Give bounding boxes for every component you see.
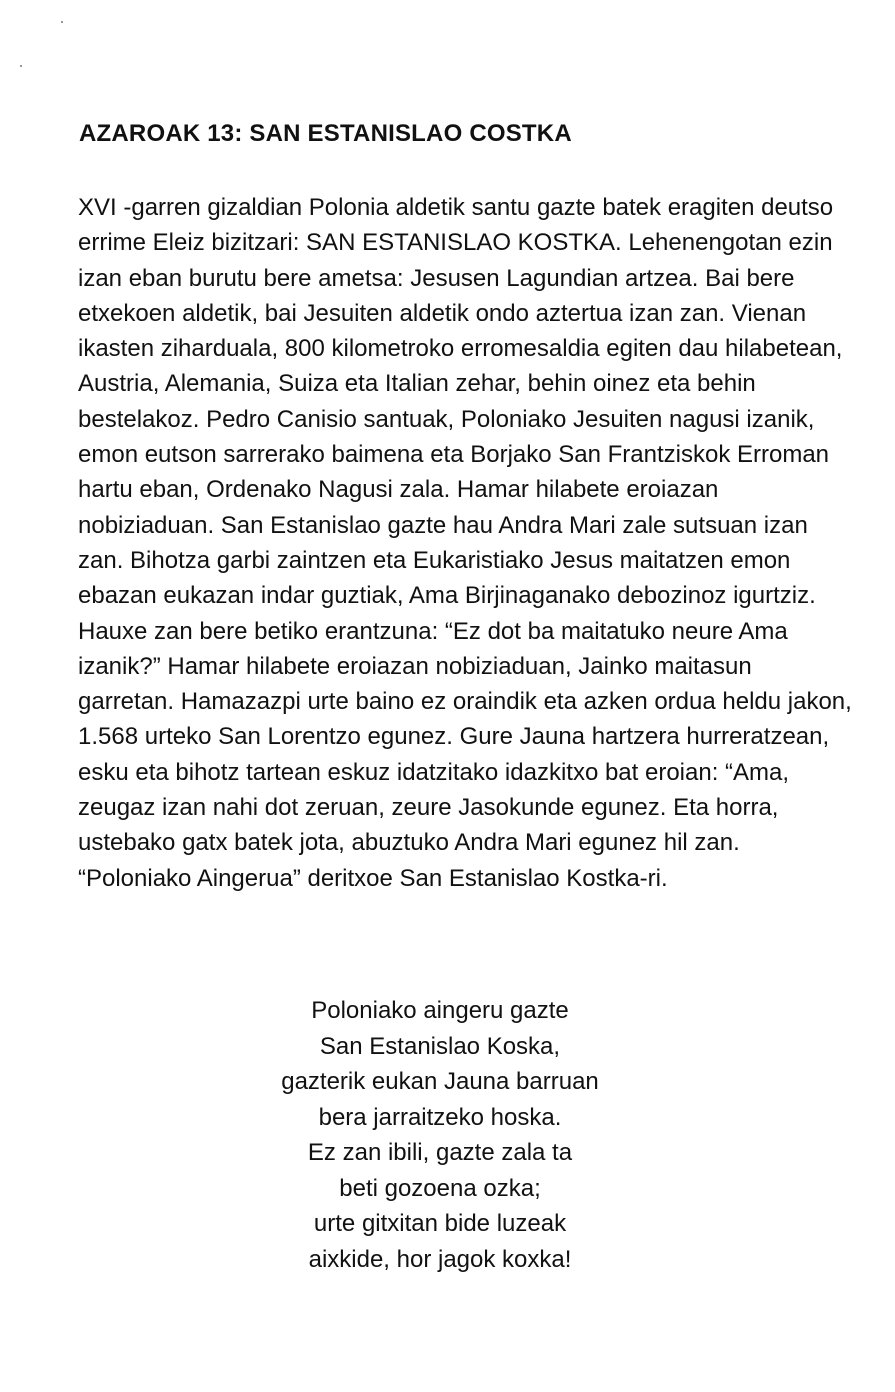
body-line: 1.568 urteko San Lorentzo egunez. Gure Jauna hartzera hurreratzean, bbox=[78, 723, 830, 751]
poem-line: Poloniako aingeru gazte bbox=[311, 997, 569, 1024]
poem-line: aixkide, hor jagok koxka! bbox=[308, 1245, 572, 1273]
body-line: ustebako gatx batek jota, abuztuko Andra Mari egunez hil zan. bbox=[78, 829, 740, 857]
poem-line: urte gitxitan bide luzeak bbox=[313, 1210, 567, 1237]
body-line: “Poloniako Aingerua” deritxoe San Estanislao Kostka-ri. bbox=[78, 864, 668, 892]
poem-line: gazterik eukan Jauna barruan bbox=[281, 1068, 599, 1095]
body-line: etxekoen aldetik, bai Jesuiten aldetik ondo aztertua izan zan. Vienan bbox=[78, 299, 807, 327]
body-line: izanik?” Hamar hilabete eroiazan nobiziaduan, Jainko maitasun bbox=[78, 652, 752, 680]
body-line: zeugaz izan nahi dot zeruan, zeure Jasokunde egunez. Eta horra, bbox=[78, 794, 779, 822]
body-line: errime Eleiz bizitzari: SAN ESTANISLAO KOSTKA. Lehenengotan ezin bbox=[78, 229, 833, 257]
body-line: ebazan eukazan indar guztiak, Ama Birjinaganako debozinoz igurtziz. bbox=[78, 582, 816, 610]
poem-line: bera jarraitzeko hoska. bbox=[318, 1103, 562, 1131]
poem-stanza bbox=[230, 993, 650, 1277]
poem-line: Ez zan ibili, gazte zala ta bbox=[307, 1139, 573, 1166]
poem-line: San Estanislao Koska, bbox=[319, 1032, 561, 1060]
body-line: Hauxe zan bere betiko erantzuna: “Ez dot ba maitatuko neure Ama bbox=[78, 617, 788, 645]
body-line: bestelakoz. Pedro Canisio santuak, Poloniako Jesuiten nagusi izanik, bbox=[78, 405, 815, 433]
body-line: hartu eban, Ordenako Nagusi zala. Hamar hilabete eroiazan bbox=[78, 476, 719, 504]
page-title: AZAROAK 13: SAN ESTANISLAO COSTKA bbox=[79, 120, 572, 147]
body-line: nobiziaduan. San Estanislao gazte hau Andra Mari zale sutsuan izan bbox=[78, 511, 808, 539]
body-line: XVI -garren gizaldian Polonia aldetik santu gazte batek eragiten deutso bbox=[78, 194, 834, 221]
body-line: Austria, Alemania, Suiza eta Italian zehar, behin oinez eta behin bbox=[78, 370, 756, 398]
scan-speck bbox=[20, 65, 22, 67]
body-line: garretan. Hamazazpi urte baino ez oraindik eta azken ordua heldu jakon, bbox=[78, 688, 852, 716]
body-line: ikasten ziharduala, 800 kilometroko erromesaldia egiten dau hilabetean, bbox=[78, 335, 843, 363]
scan-speck bbox=[61, 21, 63, 23]
body-line: esku eta bihotz tartean eskuz idatzitako idazkitxo bat eroian: “Ama, bbox=[78, 758, 790, 786]
body-line: zan. Bihotza garbi zaintzen eta Eukaristiako Jesus maitatzen emon bbox=[78, 546, 791, 574]
body-line: emon eutson sarrerako baimena eta Borjako San Frantziskok Erroman bbox=[78, 441, 830, 469]
poem-line: beti gozoena ozka; bbox=[339, 1174, 541, 1202]
body-paragraph bbox=[78, 190, 868, 896]
body-line: izan eban burutu bere ametsa: Jesusen Lagundian artzea. Bai bere bbox=[78, 264, 795, 292]
